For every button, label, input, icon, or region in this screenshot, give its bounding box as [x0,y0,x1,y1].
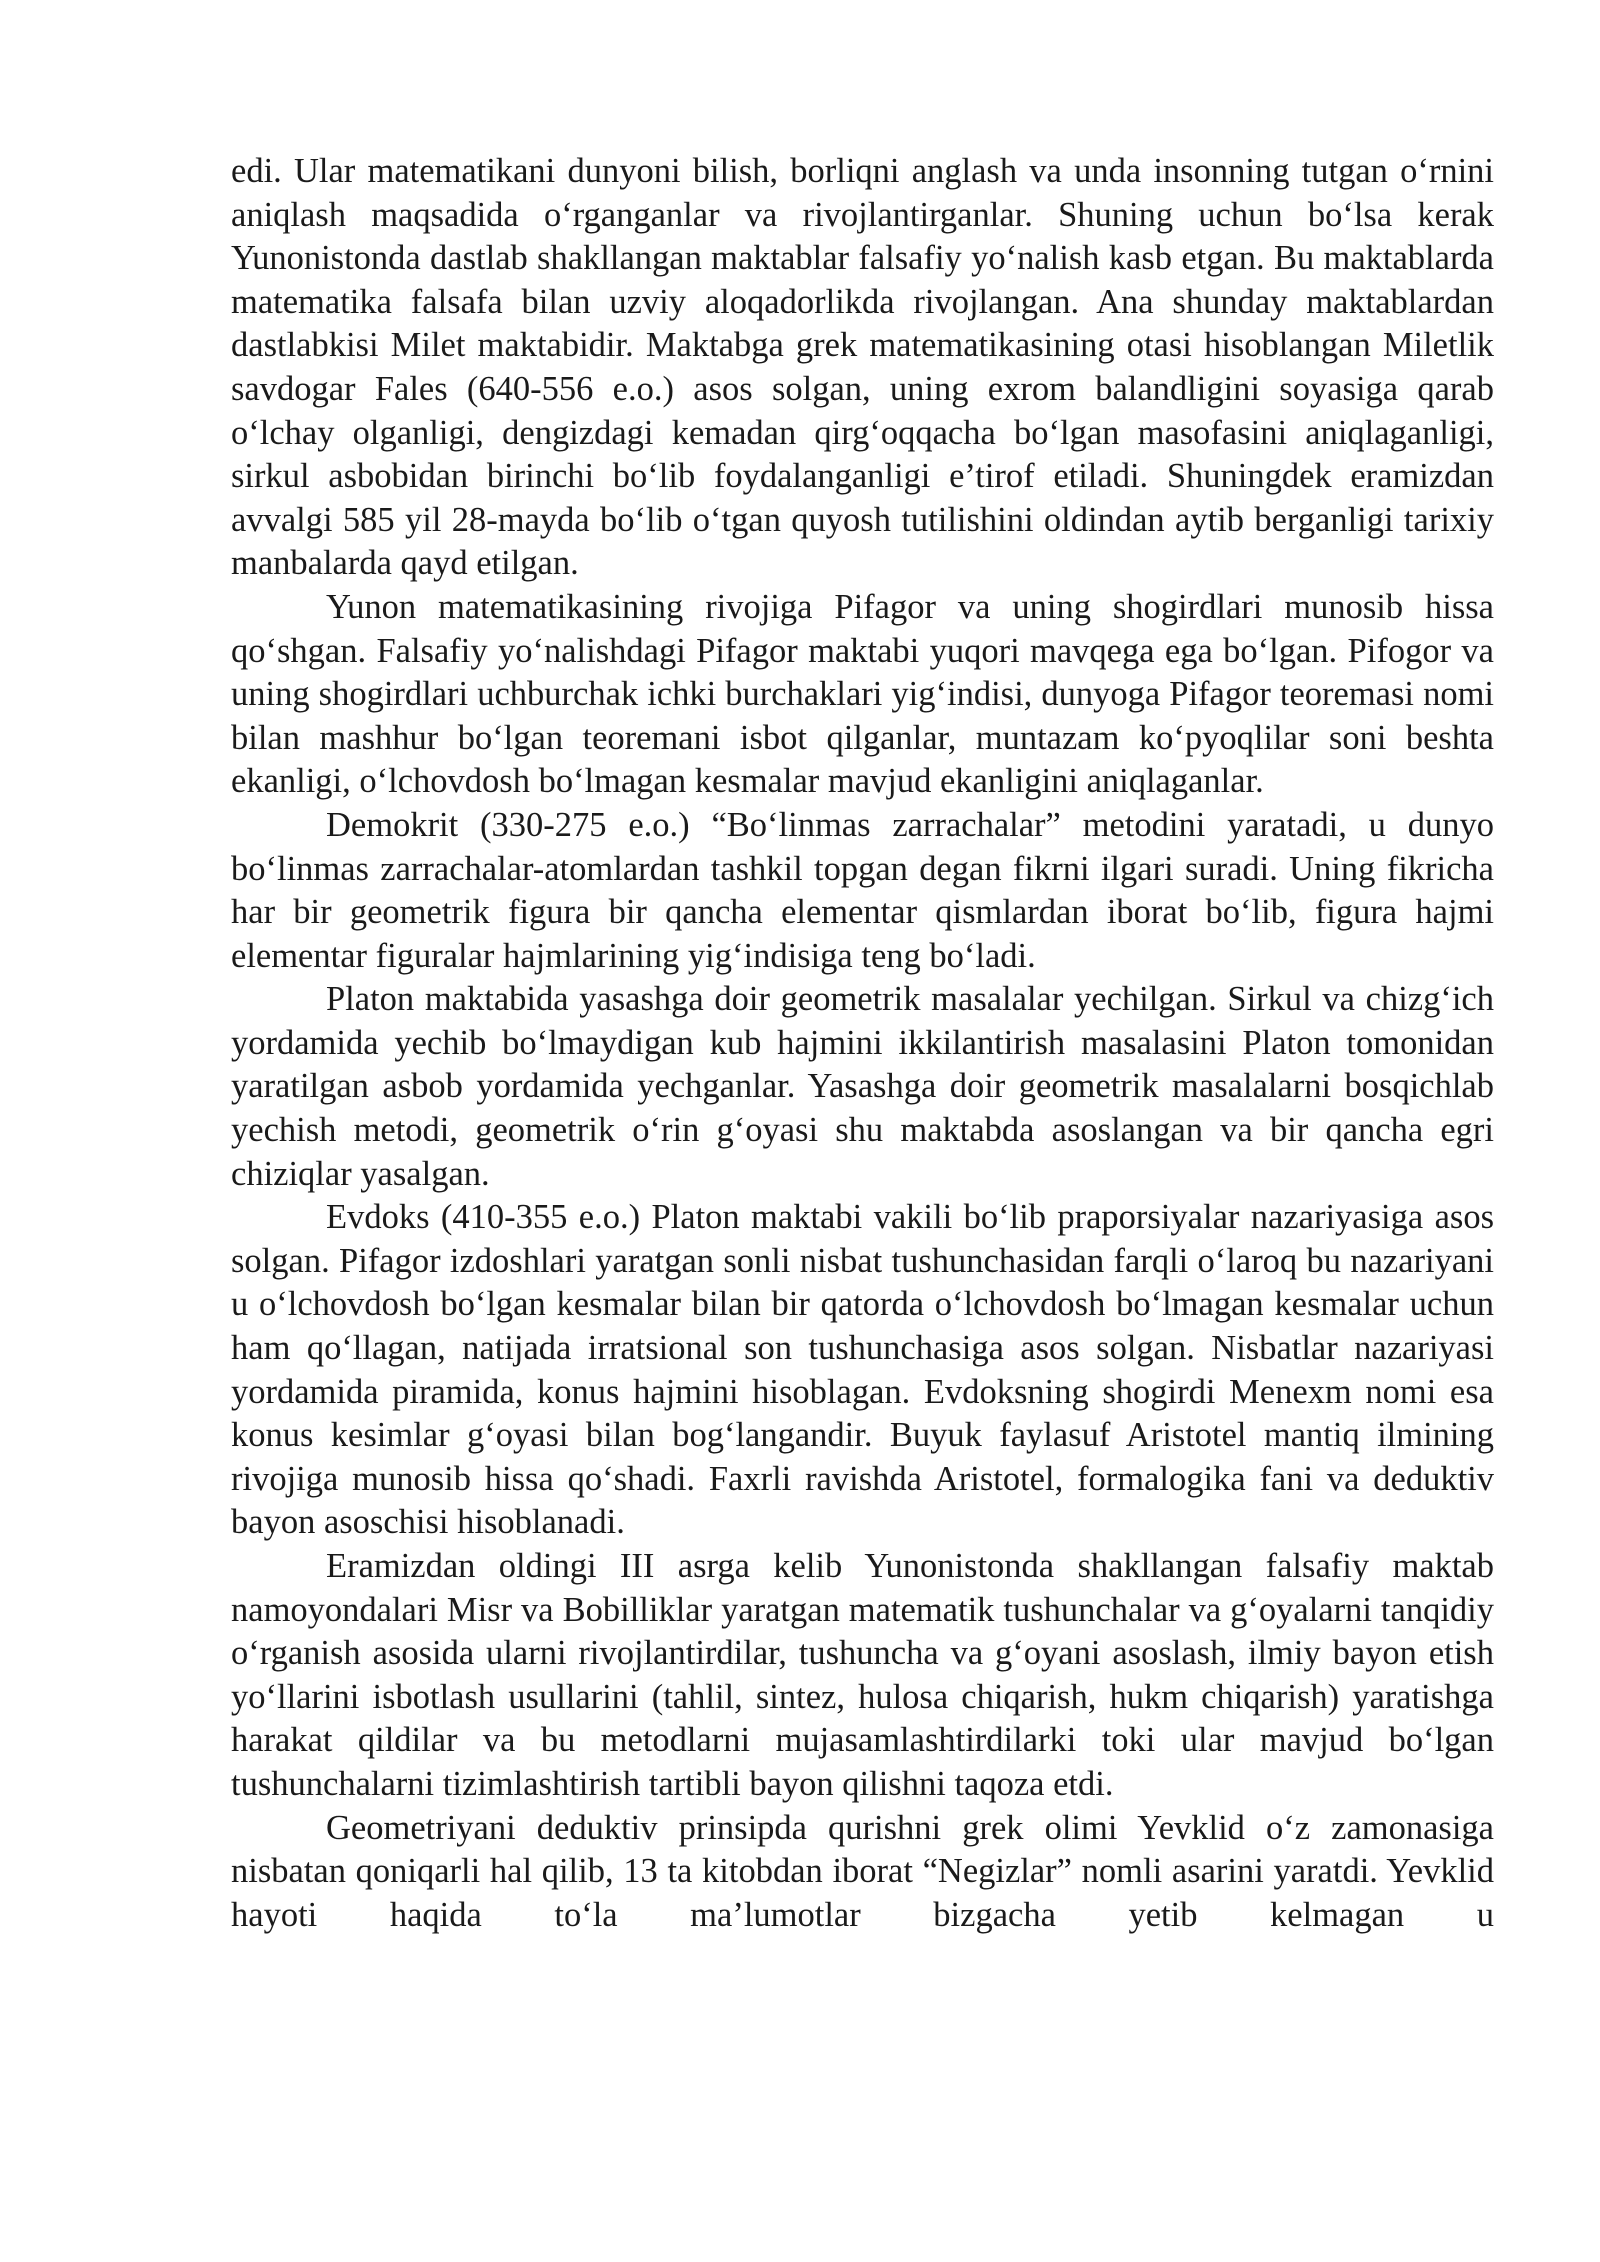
paragraph: Platon maktabida yasashga doir geometrik masalalar yechilgan. Sirkul va chizgʻich yordamida yechib boʻlmaydigan kub hajmini ikkilantirish masalasini Platon tomonidan yaratilgan asbob yordamida yechganlar. Yasashga doir geometrik masalalarni bosqichlab yechish metodi, geometrik oʻrin gʻoyasi shu maktabda asoslangan va bir qancha egri chiziqlar yasalgan. [231,980,1494,1193]
paragraph: Geometriyani deduktiv prinsipda qurishni grek olimi Yevklid oʻz zamonasiga nisbatan qoniqarli hal qilib, 13 ta kitobdan iborat “Negizlar” nomli asarini yaratdi. Yevklid hayoti haqida toʻla ma’lumotlar bizgacha yetib kelmagan u [231,1808,1494,1934]
document-page [231,150,1494,1937]
paragraph: Yunon matematikasining rivojiga Pifagor va uning shogirdlari munosib hissa qoʻshgan. Falsafiy yoʻnalishdagi Pifagor maktabi yuqori mavqega ega boʻlgan. Pifogor va uning shogirdlari uchburchak ichki burchaklari yigʻindisi, dunyoga Pifagor teoremasi nomi bilan mashhur boʻlgan teoremani isbot qilganlar, muntazam koʻpyoqlilar soni beshta ekanligi, oʻlchovdosh boʻlmagan kesmalar mavjud ekanligini aniqlaganlar. [231,587,1494,801]
paragraph: Eramizdan oldingi III asrga kelib Yunonistonda shakllangan falsafiy maktab namoyondalari Misr va Bobilliklar yaratgan matematik tushunchalar va gʻoyalarni tanqidiy oʻrganish asosida ularni rivojlantirdilar, tushuncha va gʻoyani asoslash, ilmiy bayon etish yoʻllarini isbotlash usullarini (tahlil, sintez, hulosa chiqarish, hukm chiqarish) yaratishga harakat qildilar va bu metodlarni mujasamlashtirdilarki toki ular mavjud boʻlgan tushunchalarni tizimlashtirish tartibli bayon qilishni taqoza etdi. [231,1547,1494,1803]
paragraph: edi. Ular matematikani dunyoni bilish, borliqni anglash va unda insonning tutgan oʻrnini aniqlash maqsadida oʻrganganlar va rivojlantirganlar. Shuning uchun boʻlsa kerak Yunonistonda dastlab shakllangan maktablar falsafiy yoʻnalish kasb etgan. Bu maktablarda matematika falsafa bilan uzviy aloqadorlikda rivojlangan. Ana shunday maktablardan dastlabkisi Milet maktabidir. Maktabga grek matematikasining otasi hisoblangan Miletlik savdogar Fales (640-556 e.o.) asos solgan, uning exrom balandligini soyasiga qarab oʻlchay olganligi, dengizdagi kemadan qirgʻoqqacha boʻlgan masofasini aniqlaganligi, sirkul asbobidan birinchi boʻlib foydalanganligi e’tirof etiladi. Shuningdek eramizdan avvalgi 585 yil 28-mayda boʻlib oʻtgan quyosh tutilishini oldindan aytib berganligi tarixiy manbalarda qayd etilgan. [231,152,1494,583]
paragraph: Demokrit (330-275 e.o.) “Boʻlinmas zarrachalar” metodini yaratadi, u dunyo boʻlinmas zarrachalar-atomlardan tashkil topgan degan fikrni ilgari suradi. Uning fikricha har bir geometrik figura bir qancha elementar qismlardan iborat boʻlib, figura hajmi elementar figuralar hajmlarining yigʻindisiga teng boʻladi. [231,805,1494,975]
paragraph: Evdoks (410-355 e.o.) Platon maktabi vakili boʻlib praporsiyalar nazariyasiga asos solgan. Pifagor izdoshlari yaratgan sonli nisbat tushunchasidan farqli oʻlaroq bu nazariyani u oʻlchovdosh boʻlgan kesmalar bilan bir qatorda oʻlchovdosh boʻlmagan kesmalar uchun ham qoʻllagan, natijada irratsional son tushunchasiga asos solgan. Nisbatlar nazariyasi yordamida piramida, konus hajmini hisoblagan. Evdoksning shogirdi Menexm nomi esa konus kesimlar gʻoyasi bilan bogʻlangandir. Buyuk faylasuf Aristotel mantiq ilmining rivojiga munosib hissa qoʻshadi. Faxrli ravishda Aristotel, formalogika fani va deduktiv bayon asoschisi hisoblanadi. [231,1198,1494,1542]
